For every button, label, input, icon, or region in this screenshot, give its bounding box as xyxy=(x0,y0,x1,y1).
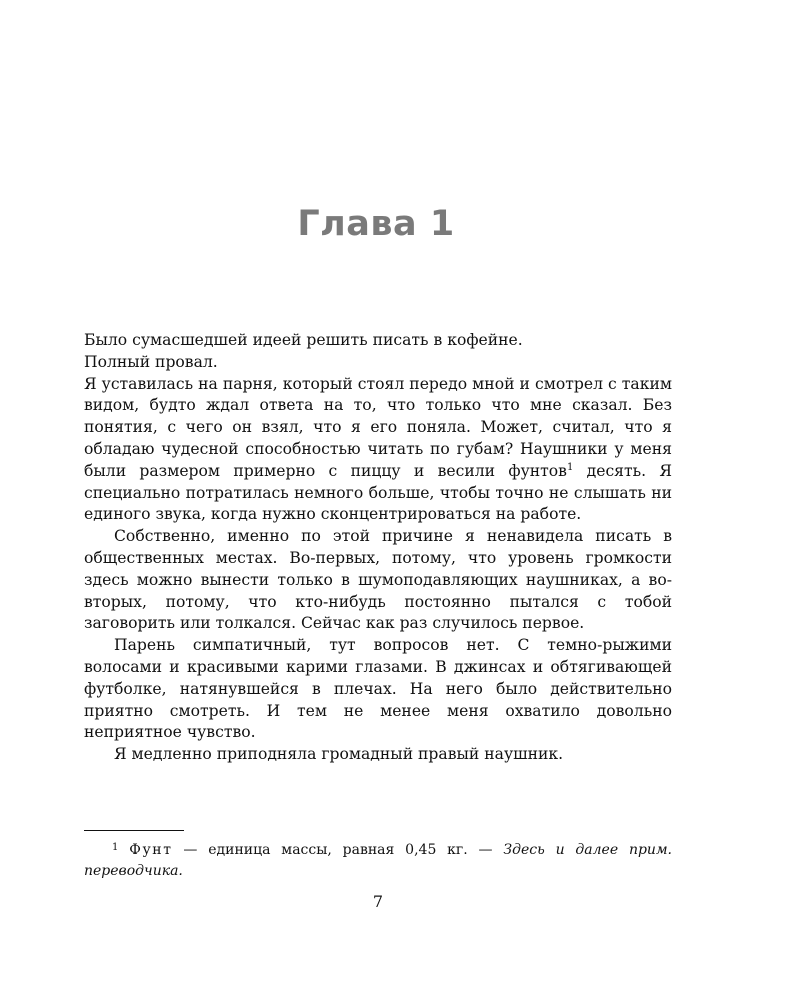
footnote-divider xyxy=(84,830,184,831)
footnote-reference[interactable]: 1 xyxy=(566,461,574,473)
paragraph: Парень симпатичный, тут вопросов нет. С темно-рыжими волосами и красивыми карими глазами. В джинсах и обтягивающей футболке, натянувшейся в плечах. На него было действительно приятно смотреть. И тем не менее меня охватило довольно неприятное чувство. xyxy=(84,636,672,742)
footnote-term: Фунт xyxy=(129,842,173,858)
footnote xyxy=(84,840,672,882)
paragraph: Полный провал. xyxy=(84,352,218,371)
page-number: 7 xyxy=(372,892,384,911)
paragraph: Собственно, именно по этой причине я ненавидела писать в общественных местах. Во-первых, потому, что уровень громкости здесь можно вынести только в шумоподавляющих наушниках, а во-вторых, потому, что кто-нибудь постоянно пытался с тобой заговорить или толкался. Сейчас как раз случилось первое. xyxy=(84,527,672,633)
paragraph: Я медленно приподняла громадный правый наушник. xyxy=(114,745,564,764)
body-text xyxy=(84,330,672,766)
chapter-title: Глава 1 xyxy=(297,204,455,244)
paragraph-text: Я уставилась на парня, который стоял передо мной и смотрел с таким видом, будто ждал ответа на то, что только что мне сказал. Без понятия, с чего он взял, что я его поняла. Может, считал, что я обладаю чудесной способностью читать по губам? Наушники у меня были размером примерно с пиццу и весили фунтов xyxy=(84,374,672,480)
paragraph-text: десять. Я специально потратилась немного больше, чтобы точно не слышать ни единого звука, когда нужно сконцентрироваться на работе. xyxy=(84,461,672,524)
footnote-number: 1 xyxy=(112,842,119,853)
footnote-translator-note: Здесь и далее прим. переводчика. xyxy=(84,842,673,879)
paragraph xyxy=(84,374,672,527)
paragraph: Было сумасшедшей идеей решить писать в кофейне. xyxy=(84,331,523,349)
footnote-text: — единица массы, равная 0,45 кг. — xyxy=(172,842,504,858)
